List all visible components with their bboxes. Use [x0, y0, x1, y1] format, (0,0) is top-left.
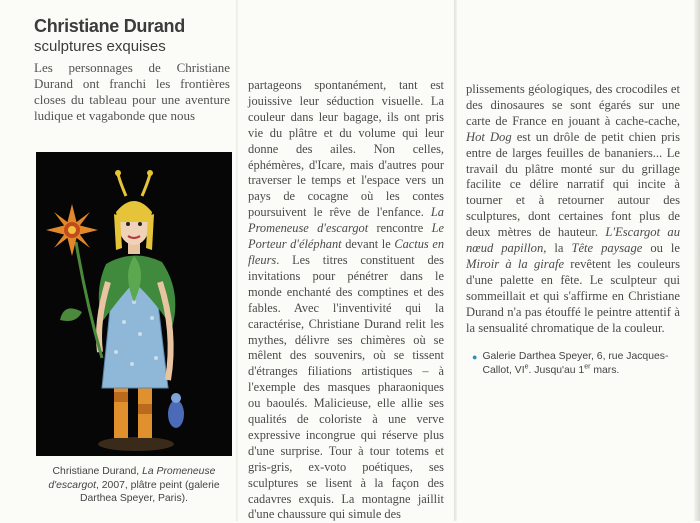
body-text-run: est un drôle de petit chien pris entre de larges feuilles de bananiers... Le travail du plâtre monté sur du grillage facilite ce délire narratif qui incite à tourner et à retourner autour des sculptures, dont certaines font plus de deux mètres de hauteur.	[466, 129, 680, 240]
body-text-run: devant le	[341, 237, 395, 252]
bullet-icon: ●	[472, 352, 478, 362]
body-text-run: rencontre	[368, 221, 432, 236]
page-edge-shadow	[694, 0, 700, 521]
ordinal-superscript: e	[524, 363, 529, 371]
sculpture-photo	[36, 152, 232, 456]
article-column-2	[248, 78, 444, 523]
body-text-run: partageons spontanément, tant est jouissive leur séduction visuelle. La couleur dans leur bagage, ils ont pris vie du plâtre et du volume qui leur donne des ailes. Non celles, éphémères, d'Icare, mais d'autres pour traverser le temps et l'espace vers un pays de cocagne où les contes poursuivent le rêve de l'enfance.	[248, 78, 444, 220]
body-text-run: revêtent les couleurs d'une palette en fête. Le sculpteur qui sommeillait et qui s'affirme en Christiane Durand n'a pas étouffé le peintre attentif à la sensualité chromatique de la couleur.	[466, 256, 680, 335]
work-title: Cactus en fleurs	[248, 237, 445, 267]
gallery-dates: . Jusqu'au 1	[528, 365, 585, 376]
gallery-dates-end: mars.	[590, 365, 620, 376]
body-text-run: . Les titres constituent des invitations pour pénétrer dans le monde enchanté des comptines et des fables. Avec l'inventivité qui la caractérise, Christiane Durand relit les mythes, délivre ses chimères où se mêlent des souvenirs, où se tissent d'étranges filiations artistiques – à l'exemple des masques pharaoniques ou baoulés. Malicieuse, elle allie ses qualités de coloriste à une verve expressive incongrue qui réserve plus d'une surprise. Tour à tour totems et gris-gris, ex-voto poétiques, ses sculptures se lisent à la façon des cadavres exquis. La montagne jaillit d'une chaussure qui simule des	[248, 252, 444, 522]
gallery-address: Galerie Darthea Speyer, 6, rue Jacques-Callot, VI	[482, 351, 669, 376]
ordinal-superscript: er	[584, 363, 591, 371]
article-body-paragraph	[248, 78, 444, 523]
column-fold-shadow	[236, 0, 238, 521]
caption-details: , 2007, plâtre peint (galerie Darthea Speyer, Paris).	[80, 479, 220, 504]
work-title: Hot Dog	[466, 129, 512, 144]
column-fold-shadow	[454, 0, 457, 521]
article-lead: Les personnages de Christiane Durand ont franchi les frontières closes du tableau pour une aventure ludique et vagabonde que nous	[34, 60, 230, 123]
body-text-run: ou le	[642, 241, 680, 256]
work-title: Le Porteur d'éléphant	[248, 221, 444, 252]
work-title: Tête paysage	[571, 241, 643, 256]
body-text-run: , la	[543, 241, 572, 256]
caption-work-title: La Promeneuse d'escargot	[48, 466, 216, 491]
sculpture-illustration	[36, 152, 232, 456]
gallery-info-text	[482, 350, 682, 378]
gallery-info	[472, 350, 682, 378]
work-title: Miroir à la girafe	[466, 256, 565, 271]
caption-artist: Christiane Durand,	[52, 466, 143, 477]
article-body-paragraph	[466, 82, 680, 337]
article-column-3	[466, 82, 680, 337]
body-text-run: plissements géologiques, des crocodiles et des dinosaures se sont égarés sur une carte de France en jouant à cache-cache,	[466, 82, 680, 128]
article-title: Christiane Durand	[34, 16, 185, 36]
photo-caption	[34, 465, 234, 506]
article-subtitle: sculptures exquises	[34, 38, 166, 55]
work-title: L'Escargot au nœud papillon	[466, 225, 680, 256]
work-title: La Promeneuse d'escargot	[248, 205, 444, 236]
article-header	[34, 16, 230, 137]
